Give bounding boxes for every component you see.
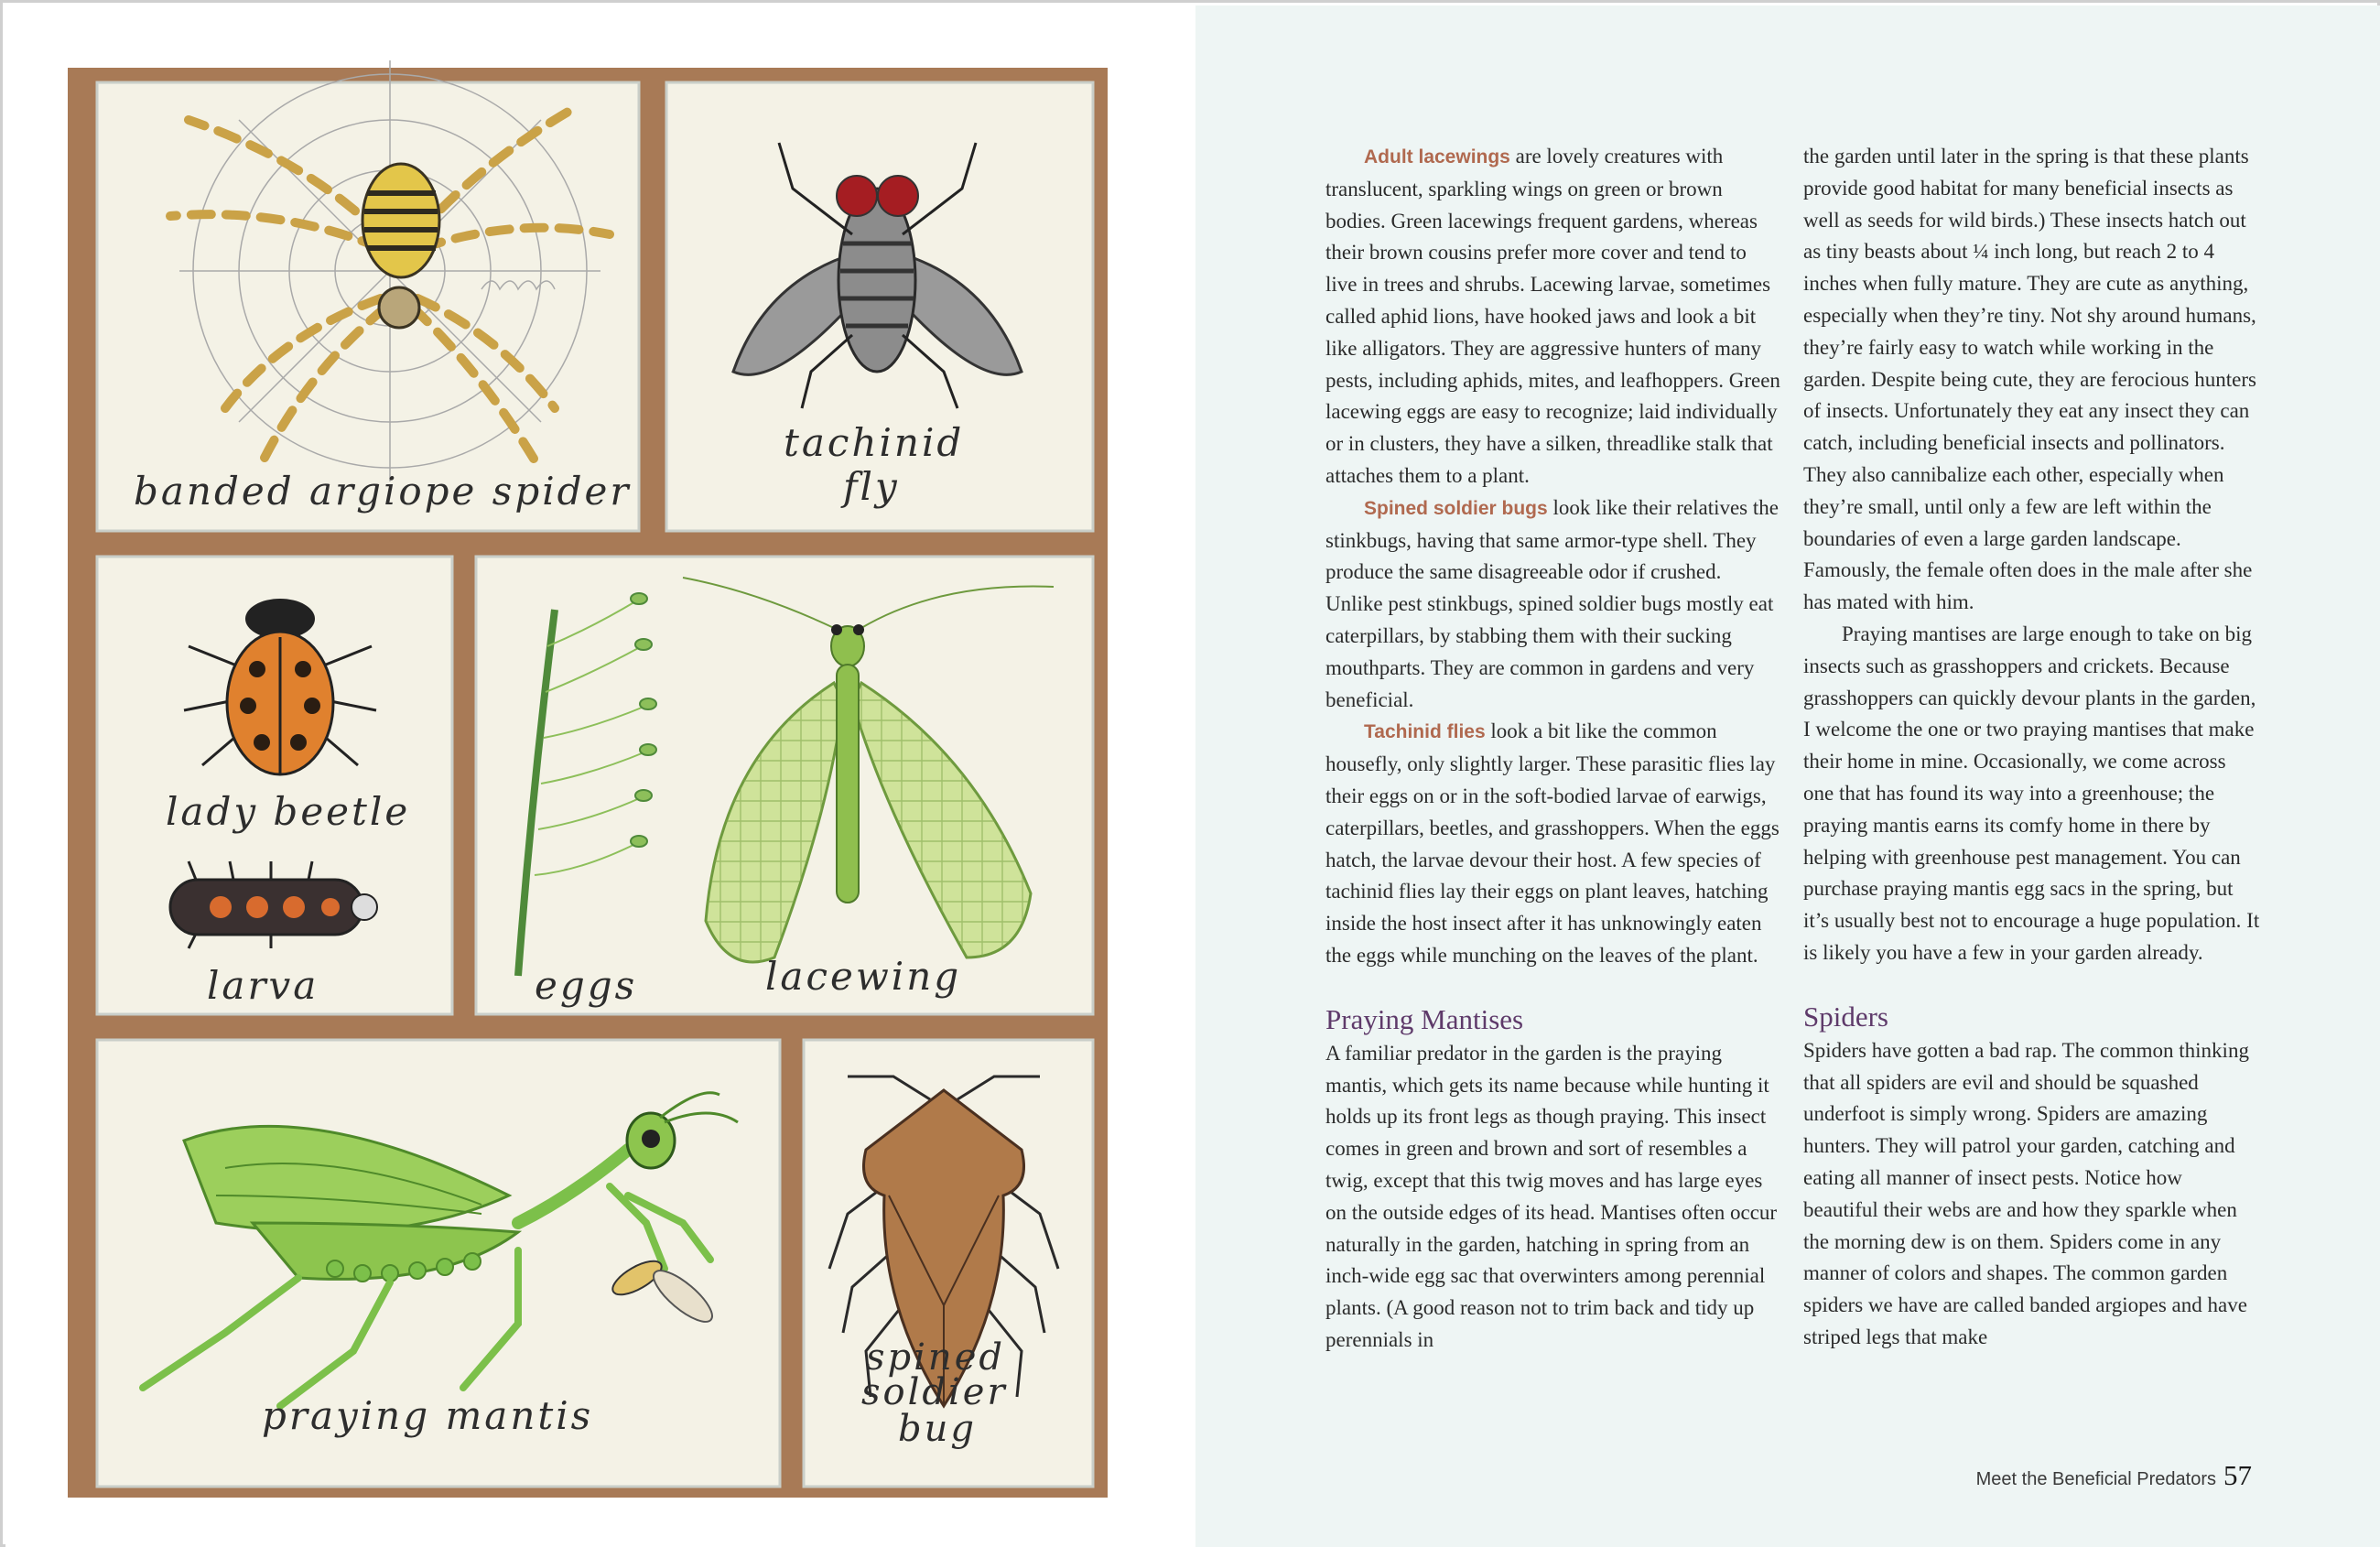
paragraph-mantis-intro: A familiar predator in the garden is the praying mantis, which gets its name because while hunting it holds up its front legs as though praying. This insect comes in green and brown and sort of resembles a twig, except that this twig moves and has large eyes on the outside edges of its head. Mantises often occur naturally in the garden, hatching in spring from an inch-wide egg sac that overwinters among perennial plants. (A good reason not to trim back and tidy up perennials in [1325,1041,1778,1351]
term-tachinid-flies: Tachinid flies [1364,721,1486,743]
insect-plate [5,5,1195,1547]
caption-fly-line1: tachinid [784,420,965,465]
heading-spiders: Spiders [1803,1000,1888,1033]
caption-lady-beetle: lady beetle [166,789,411,834]
page-footer [1976,1459,2252,1492]
term-adult-lacewings: Adult lacewings [1364,146,1510,168]
caption-mantis: praying mantis [262,1393,594,1438]
paragraph-soldier-bugs [1325,492,1783,717]
running-head: Meet the Beneficial Predators [1975,1469,2216,1489]
paragraph-mantis-continued: the garden until later in the spring is that these plants provide good habitat for many beneficial insects as well as seeds for wild birds.) These insects hatch out as tiny beasts about ¼ inch long, but reach 2 to 4 inches when fully mature. They are cute as anything, especially when they’re tiny. Not shy around humans, they’re fairly easy to watch while working in the garden. Despite being cute, they are ferocious hunters of insects. Unfortunately they eat any insect they can catch, including beneficial insects and pollinators. They also cannibalize each other, especially when they’re small, until only a few are left within the boundaries of even a large garden landscape. Famously, the female often does in the male after she has mated with him. [1803,145,2256,614]
text-column-right [1803,141,2261,1354]
paragraph-mantis-hunting: Praying mantises are large enough to take on big insects such as grasshoppers and crickets. Because grasshoppers can quickly devour plants in the garden, I welcome the one or two praying mantises that make their home in mine. Occasionally, we come across one that has found its way into a greenhouse; the praying mantis earns its comfy home in there by helping with greenhouse pest management. You can purchase praying mantis egg sacs in the spring, but it’s usually best not to encourage a huge population. It is likely you have a few in your garden already. [1803,622,2260,964]
body-lacewings: are lovely creatures with translucent, sparkling wings on green or brown bodies. Green lacewings frequent gardens, whereas their brown cousins prefer more cover and tend to live in trees and shrubs. Lacewing larvae, sometimes called aphid lions, have hooked jaws and look a bit like alligators. They are aggressive hunters of many pests, including aphids, mites, and leafhoppers. Green lacewing eggs are easy to recognize; laid individually or in clusters, they have a silken, threadlike stalk that attaches them to a plant. [1325,145,1780,487]
paragraph-spiders: Spiders have gotten a bad rap. The common thinking that all spiders are evil and should be squashed underfoot is simply wrong. Spiders are amazing hunters. They will patrol your garden, catching and eating all manner of insect pests. Notice how beautiful their webs are and how they sparkle when the morning dew is on them. Spiders come in any manner of colors and shapes. The common garden spiders we have are called banded argiopes and have striped legs that make [1803,1038,2249,1348]
right-page-text [1195,5,2380,1547]
caption-fly-line2: fly [843,464,900,509]
text-column-left [1325,141,1783,1357]
page-number: 57 [2223,1459,2252,1491]
body-soldier-bugs: look like their relatives the stinkbugs, having that same armor-type shell. They produce the same disagreeable odor if crushed. Unlike pest stinkbugs, spined soldier bugs mostly eat caterpillars, by stabbing them with their sucking mouthparts. They are common in gardens and very beneficial. [1325,495,1779,711]
body-tachinid-flies: look a bit like the common housefly, only slightly larger. These parasitic flies lay their eggs on or in the soft-bodied larvae of earwigs, caterpillars, beetles, and grasshoppers. When the eggs hatch, the larvae devour their host. A few species of tachinid flies lay their eggs on plant leaves, hatching inside the host insect after it has unknowingly eaten the eggs while munching on the leaves of the plant. [1325,719,1780,967]
caption-larva: larva [207,963,319,1008]
heading-praying-mantises: Praying Mantises [1325,1002,1524,1035]
caption-bug-line3: bug [898,1408,977,1450]
term-spined-soldier-bugs: Spined soldier bugs [1364,497,1548,519]
caption-eggs: eggs [535,963,638,1008]
left-page-illustration [5,5,1195,1547]
caption-spider: banded argiope spider [134,469,632,514]
paragraph-lacewings [1325,141,1783,492]
paragraph-tachinid-flies [1325,716,1783,971]
caption-lacewing: lacewing [765,954,962,999]
caption-bug-line2: soldier [861,1371,1008,1413]
caption-bug-line1: spined [866,1336,1005,1379]
